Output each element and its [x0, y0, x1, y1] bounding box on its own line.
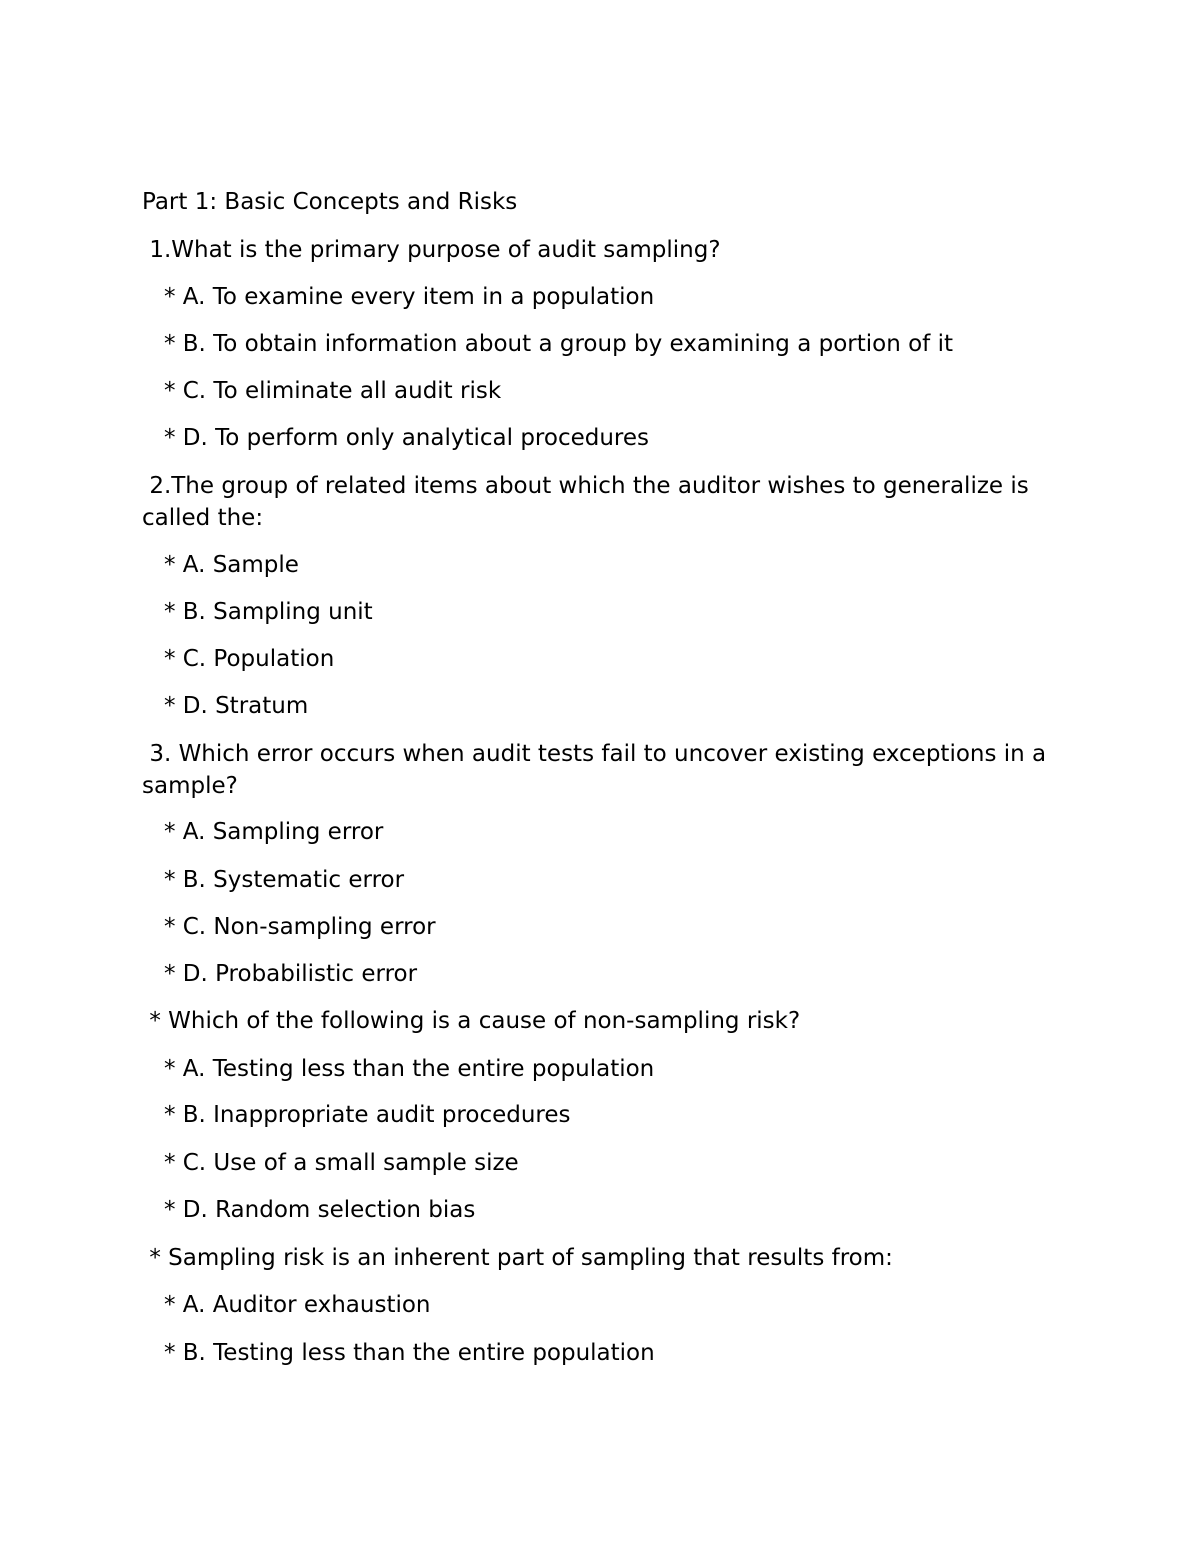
question-2-text: 2.The group of related items about which the auditor wishes to generalize is called the:: [142, 473, 1037, 531]
question-4-option-c: * C. Use of a small sample size: [142, 1150, 519, 1176]
question-1-option-a: * A. To examine every item in a population: [142, 284, 655, 310]
question-3-option-a: * A. Sampling error: [142, 819, 384, 845]
question-2-option-d: * D. Stratum: [142, 693, 309, 719]
question-1-text: 1.What is the primary purpose of audit sampling?: [142, 237, 721, 263]
question-2-option-a: * A. Sample: [142, 552, 299, 578]
question-3-option-b: * B. Systematic error: [142, 867, 405, 893]
question-5-text: * Sampling risk is an inherent part of sampling that results from:: [142, 1245, 893, 1271]
question-3-text: 3. Which error occurs when audit tests fail to uncover existing exceptions in a sample?: [142, 741, 1054, 799]
question-4-text: * Which of the following is a cause of non-sampling risk?: [142, 1008, 801, 1034]
question-3-option-d: * D. Probabilistic error: [142, 961, 418, 987]
question-3-option-c: * C. Non-sampling error: [142, 914, 436, 940]
question-1-option-b: * B. To obtain information about a group by examining a portion of it: [142, 331, 953, 357]
question-1-option-d: * D. To perform only analytical procedures: [142, 425, 650, 451]
question-4-option-b: * B. Inappropriate audit procedures: [142, 1102, 571, 1128]
question-5-option-b: * B. Testing less than the entire population: [142, 1340, 655, 1366]
question-4-option-d: * D. Random selection bias: [142, 1197, 476, 1223]
question-2-option-c: * C. Population: [142, 646, 335, 672]
document-heading: Part 1: Basic Concepts and Risks: [142, 189, 518, 215]
question-2-option-b: * B. Sampling unit: [142, 599, 373, 625]
question-5-option-a: * A. Auditor exhaustion: [142, 1292, 431, 1318]
question-1-option-c: * C. To eliminate all audit risk: [142, 378, 502, 404]
question-4-option-a: * A. Testing less than the entire population: [142, 1056, 655, 1082]
